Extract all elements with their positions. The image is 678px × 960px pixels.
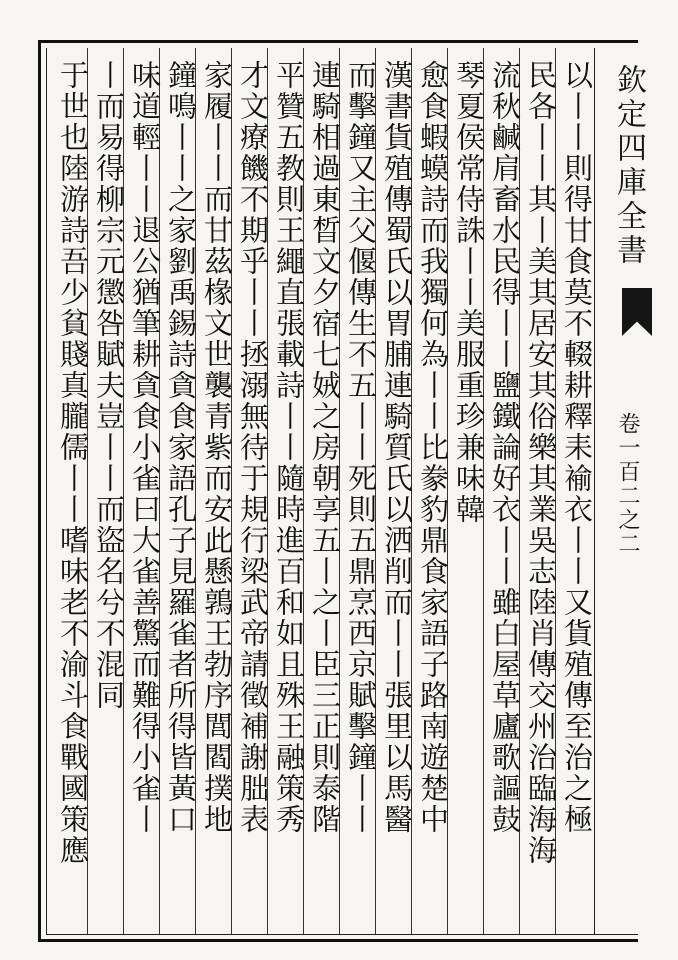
fold-title: 欽定四庫全書 [611,64,646,268]
text-column: 家履丨丨而甘茲椽文世襲青紫而安此懸鶉王勃序閭閻撲地 [200,60,234,835]
text-column: 連騎相過東晳文夕宿七娀之房朝享五丨之丨臣三正則泰階 [308,60,342,835]
text-column: 以丨丨則得甘食莫不輟耕釋耒褕衣丨丨又貨殖傳至治之極 [560,60,594,835]
text-column: 琴夏侯常侍誅丨丨美服重珍兼味韓 [452,60,486,525]
text-column: 漢書貨殖傳蜀氏以胃脯連騎質氏以洒削而丨丨張里以馬醫 [380,60,414,835]
text-column: 平贊五教則王繩直張載詩丨丨隨時進百和如且殊王融策秀 [272,60,306,835]
text-column: 鐘鳴丨丨之家劉禹錫詩貪食家語孔子見羅雀者所得皆黃口 [164,60,198,835]
fold-juan-label: 卷一百二之二 [615,412,640,556]
text-column: 民各丨丨其丨美其居安其俗樂其業吳志陸肖傳交州治臨海海 [524,60,558,866]
text-column: 流秋鹹肩畜水民得丨丨鹽鐵論好衣丨丨雖白屋草廬歌謳鼓 [488,60,522,835]
inner-border-line [46,48,47,934]
text-column: 而擊鐘又主父偃傳生不五丨丨死則五鼎烹西京賦擊鐘丨丨 [344,60,378,835]
text-column: 丨而易得柳宗元懲咎賦夫豈丨丨而盜名兮不混同 [92,60,126,711]
text-column: 愈食蝦蟆詩而我獨何為丨丨比豢豹鼎食家語子路南遊楚中 [416,60,450,835]
text-column: 于世也陸游詩吾少貧賤真朧儒丨丨嗜味老不渝斗食戰國策應 [56,60,90,866]
text-column: 味道輕丨丨退公猶筆耕貪食小雀曰大雀善驚而難得小雀丨 [128,60,162,835]
text-column: 才文療饑不期乎丨丨拯溺無待于規行梁武帝請徵補謝朏表 [236,60,270,835]
bottom-border-line [46,934,638,935]
